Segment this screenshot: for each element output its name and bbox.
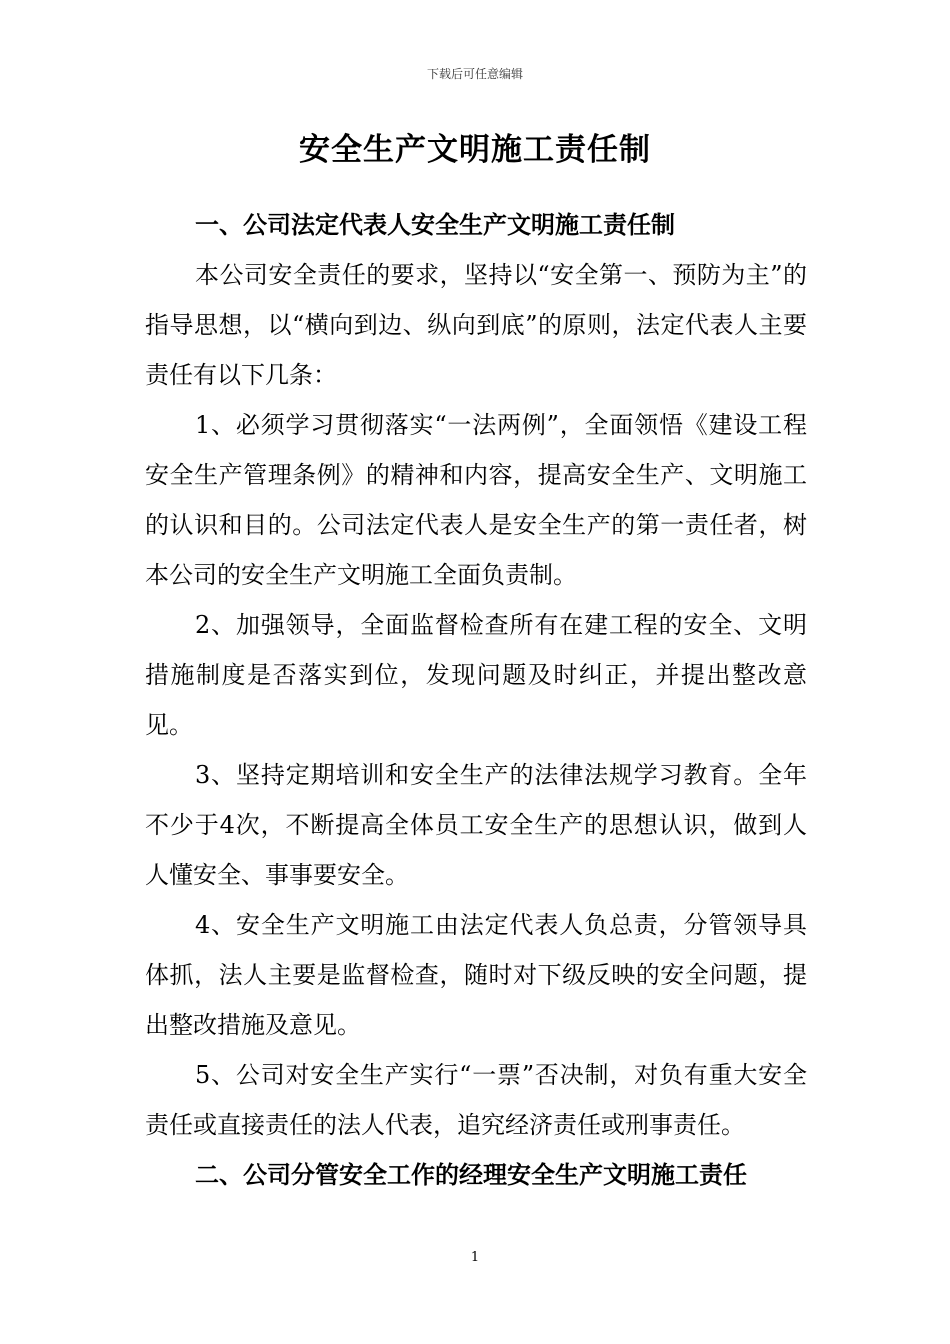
paragraph-intro: 本公司安全责任的要求，坚持以“安全第一、预防为主”的指导思想，以“横向到边、纵向到底”的原则，法定代表人主要责任有以下几条： (145, 261, 807, 389)
document-body (145, 200, 807, 1200)
paragraph-item-2: 2、加强领导，全面监督检查所有在建工程的安全、文明措施制度是否落实到位，发现问题及时纠正，并提出整改意见。 (145, 611, 807, 739)
page-number: 1 (470, 1250, 480, 1265)
paragraph-item-1: 1、必须学习贯彻落实“一法两例”，全面领悟《建设工程安全生产管理条例》的精神和内容，提高安全生产、文明施工的认识和目的。公司法定代表人是安全生产的第一责任者，树本公司的安全生产文明施工全面负责制。 (145, 411, 807, 589)
paragraph-item-3: 3、坚持定期培训和安全生产的法律法规学习教育。全年不少于4次，不断提高全体员工安全生产的思想认识，做到人人懂安全、事事要安全。 (145, 761, 807, 889)
paragraph-item-5: 5、公司对安全生产实行“一票”否决制，对负有重大安全责任或直接责任的法人代表，追究经济责任或刑事责任。 (145, 1061, 807, 1139)
section-heading-2: 二、公司分管安全工作的经理安全生产文明施工责任 (195, 1161, 747, 1189)
document-title: 安全生产文明施工责任制 (299, 132, 651, 168)
section-heading-1: 一、公司法定代表人安全生产文明施工责任制 (195, 211, 675, 239)
paragraph-item-4: 4、安全生产文明施工由法定代表人负总责，分管领导具体抓，法人主要是监督检查，随时对下级反映的安全问题，提出整改措施及意见。 (145, 911, 807, 1039)
header-note: 下载后可任意编辑 (426, 67, 523, 81)
